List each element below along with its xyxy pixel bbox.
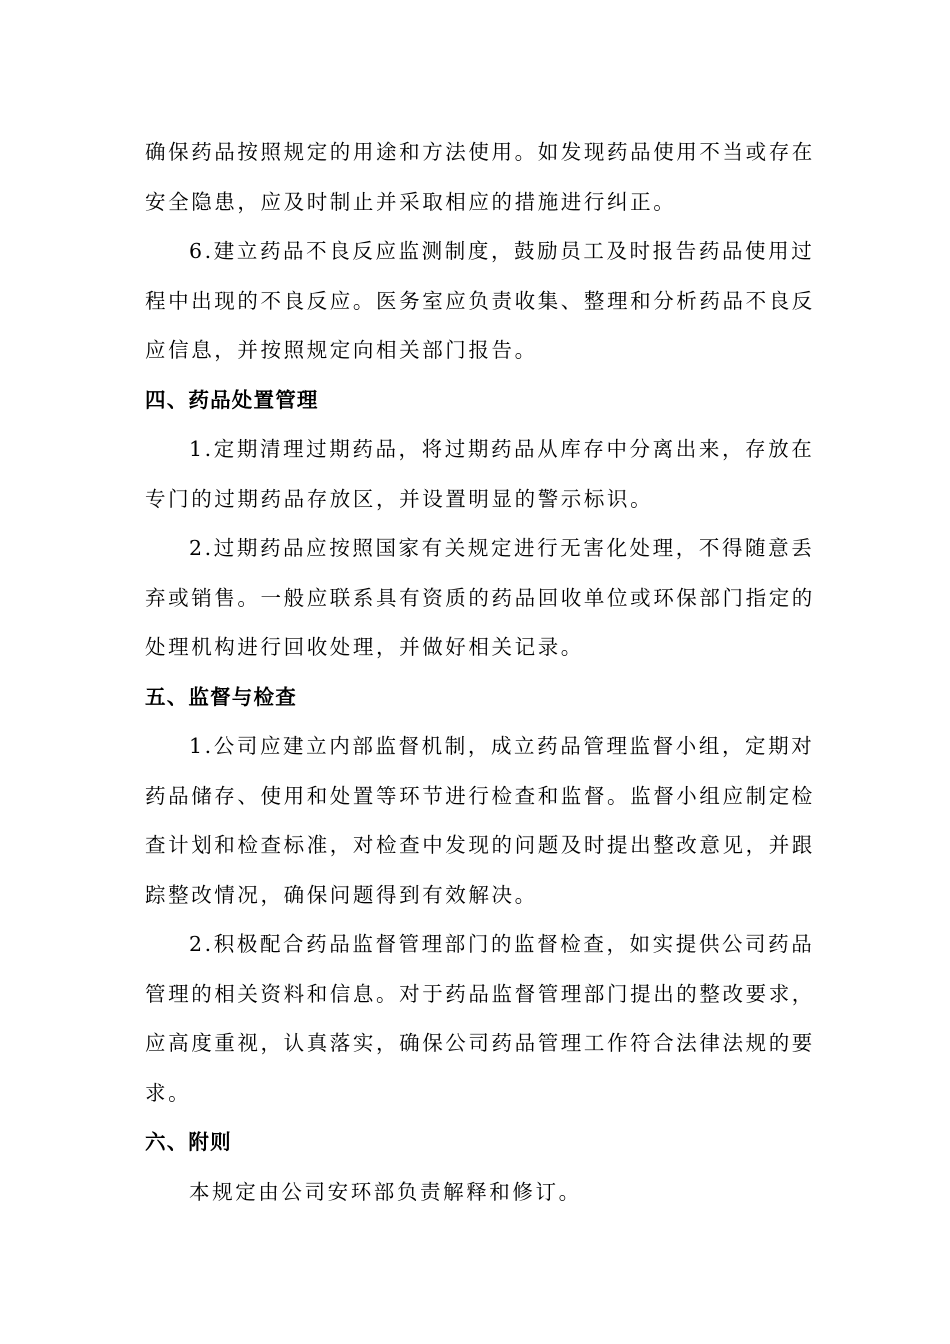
text-line: 2.积极配合药品监督管理部门的监督检查，如实提供公司药品 [189, 932, 815, 956]
paragraph-item-6 [145, 227, 815, 376]
text-line: 药品储存、使用和处置等环节进行检查和监督。监督小组应制定检 [145, 783, 815, 808]
text-line: 踪整改情况，确保问题得到有效解决。 [145, 882, 538, 907]
paragraph-continuation [145, 128, 815, 227]
heading-text: 四、药品处置管理 [145, 387, 319, 412]
section-heading-5 [145, 673, 805, 723]
heading-text: 六、附则 [145, 1130, 232, 1154]
paragraph-disposal-1 [145, 425, 815, 524]
text-line: 管理的相关资料和信息。对于药品监督管理部门提出的整改要求， [145, 981, 815, 1006]
text-line: 2.过期药品应按照国家有关规定进行无害化处理，不得随意丢 [189, 536, 815, 560]
section-heading-4 [145, 376, 805, 426]
paragraph-supervision-1 [145, 722, 815, 920]
text-line: 应信息，并按照规定向相关部门报告。 [145, 338, 538, 362]
text-line: 安全隐患，应及时制止并采取相应的措施进行纠正。 [145, 189, 677, 214]
document-page [145, 128, 815, 1217]
text-line: 弃或销售。一般应联系具有资质的药品回收单位或环保部门指定的 [145, 585, 815, 610]
text-line: 1.定期清理过期药品，将过期药品从库存中分离出来，存放在 [189, 437, 815, 461]
paragraph-disposal-2 [145, 524, 815, 673]
text-line: 本规定由公司安环部负责解释和修订。 [189, 1179, 582, 1204]
paragraph-supplementary [145, 1168, 805, 1218]
text-line: 查计划和检查标准，对检查中发现的问题及时提出整改意见，并跟 [145, 833, 815, 857]
text-line: 确保药品按照规定的用途和方法使用。如发现药品使用不当或存在 [145, 140, 815, 164]
heading-text: 五、监督与检查 [145, 684, 297, 709]
text-line: 6.建立药品不良反应监测制度，鼓励员工及时报告药品使用过 [189, 239, 815, 263]
text-line: 应高度重视，认真落实，确保公司药品管理工作符合法律法规的要 [145, 1031, 815, 1055]
text-line: 专门的过期药品存放区，并设置明显的警示标识。 [145, 486, 654, 511]
paragraph-supervision-2 [145, 920, 815, 1118]
text-line: 求。 [145, 1080, 192, 1105]
text-line: 处理机构进行回收处理，并做好相关记录。 [145, 635, 584, 659]
text-line: 1.公司应建立内部监督机制，成立药品管理监督小组，定期对 [189, 734, 815, 758]
section-heading-6 [145, 1118, 805, 1168]
text-line: 程中出现的不良反应。医务室应负责收集、整理和分析药品不良反 [145, 288, 815, 313]
